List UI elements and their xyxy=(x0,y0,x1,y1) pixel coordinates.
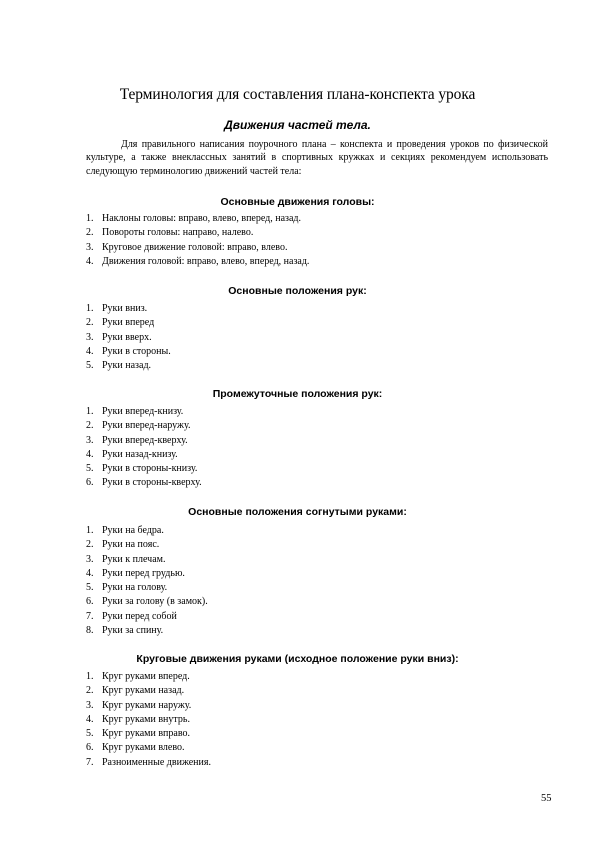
list-intermediate-arm-positions xyxy=(86,405,202,491)
list-item: 8. Руки за спину. xyxy=(86,625,164,637)
list-item: 1. Наклоны головы: вправо, влево, вперед, назад. xyxy=(86,213,302,224)
list-item: 2. Руки вперед-наружу. xyxy=(86,420,191,432)
list-item: 1. Руки вперед-книзу. xyxy=(86,406,184,417)
list-item: 4. Руки назад-книзу. xyxy=(86,448,178,460)
section-heading-bent-arm-positions: Основные положения согнутыми руками: xyxy=(188,506,407,518)
intro-paragraph: Для правильного написания поурочного плана – конспекта и проведения уроков по физической культуре, а также внеклассных занятий в спортивных кружках и секциях рекомендуем использовать следующую терминологию движений частей тела: xyxy=(86,139,548,177)
list-item: 3. Руки вперед-кверху. xyxy=(86,434,188,446)
list-item: 1. Круг руками вперед. xyxy=(86,671,190,682)
list-item: 1. Руки на бедра. xyxy=(86,525,164,536)
list-item: 6. Руки в стороны-кверху. xyxy=(86,477,202,489)
list-item: 6. Круг руками влево. xyxy=(86,742,185,754)
page-subtitle: Движения частей тела. xyxy=(224,118,371,132)
page-title: Терминология для составления плана-конспекта урока xyxy=(119,86,476,103)
section-heading-intermediate-arm-positions: Промежуточные положения рук: xyxy=(212,388,383,400)
list-item: 2. Руки на пояс. xyxy=(86,539,160,551)
list-item: 2. Круг руками назад. xyxy=(86,685,185,697)
list-item: 4. Круг руками внутрь. xyxy=(86,713,190,725)
list-item: 7. Разноименные движения. xyxy=(86,756,211,768)
list-bent-arm-positions xyxy=(86,524,208,638)
list-item: 5. Руки назад. xyxy=(86,360,152,372)
list-item: 3. Круг руками наружу. xyxy=(86,699,192,711)
section-heading-circular-arm-movements: Круговые движения руками (исходное положение руки вниз): xyxy=(136,653,459,665)
section-heading-head-movements: Основные движения головы: xyxy=(220,196,375,208)
list-item: 4. Руки в стороны. xyxy=(86,345,171,357)
list-item: 3. Руки вверх. xyxy=(86,331,152,343)
list-item: 1. Руки вниз. xyxy=(86,303,148,314)
list-item: 5. Руки на голову. xyxy=(86,582,168,594)
list-item: 2. Повороты головы: направо, налево. xyxy=(86,227,254,239)
page-number: 55 xyxy=(541,793,552,804)
list-circular-arm-movements xyxy=(86,670,211,770)
list-item: 4. Движения головой: вправо, влево, вперед, назад. xyxy=(86,255,310,267)
list-head-movements xyxy=(86,212,309,269)
section-heading-arm-positions: Основные положения рук: xyxy=(228,285,367,297)
list-item: 5. Руки в стороны-книзу. xyxy=(86,463,198,475)
list-item: 6. Руки за голову (в замок). xyxy=(86,596,208,608)
list-item: 4. Руки перед грудью. xyxy=(86,567,185,579)
list-item: 2. Руки вперед xyxy=(86,317,155,329)
list-arm-positions xyxy=(86,302,171,373)
list-item: 3. Руки к плечам. xyxy=(86,553,166,565)
list-item: 3. Круговое движение головой: вправо, влево. xyxy=(86,241,288,253)
list-item: 7. Руки перед собой xyxy=(86,610,177,622)
list-item: 5. Круг руками вправо. xyxy=(86,728,190,740)
